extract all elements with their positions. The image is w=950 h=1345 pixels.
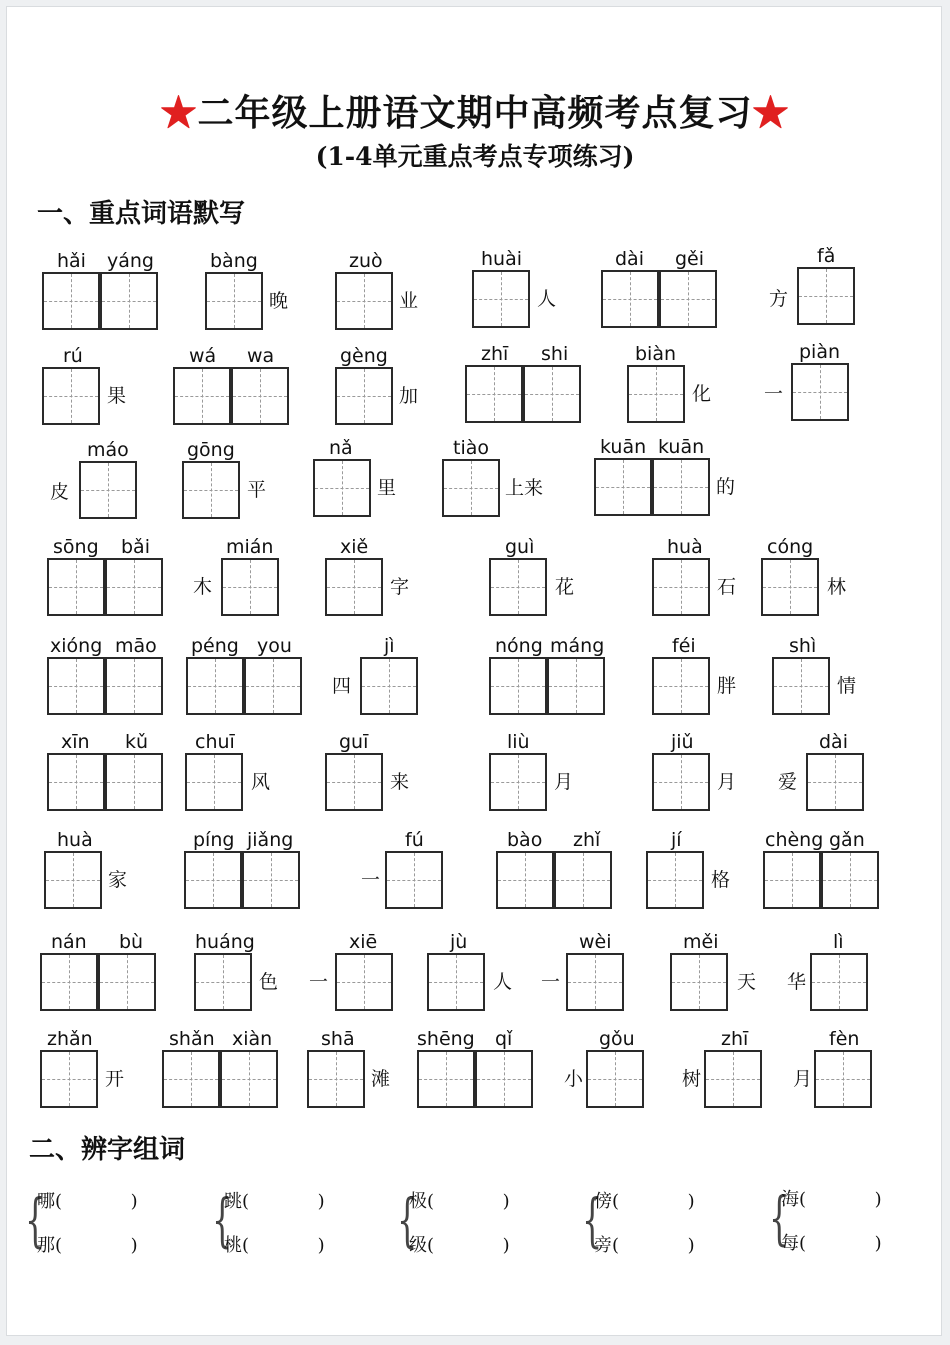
- writing-box[interactable]: [566, 953, 624, 1011]
- given-character: 月: [554, 771, 574, 793]
- pair-line-top[interactable]: 海( ): [781, 1189, 882, 1210]
- writing-box[interactable]: [205, 272, 263, 330]
- pair-line-bottom[interactable]: 级( ): [409, 1235, 510, 1256]
- writing-box[interactable]: [385, 851, 443, 909]
- given-character: 一: [309, 971, 329, 993]
- pinyin-label: kuān: [600, 436, 647, 458]
- writing-box[interactable]: [646, 851, 704, 909]
- pinyin-label: gěi: [675, 248, 705, 270]
- writing-box[interactable]: [554, 851, 612, 909]
- pinyin-label: zhī: [721, 1028, 749, 1050]
- given-character: 人: [537, 288, 557, 310]
- pinyin-label: wèi: [579, 931, 612, 953]
- writing-box[interactable]: [523, 365, 581, 423]
- writing-box[interactable]: [472, 270, 530, 328]
- pinyin-label: xióng: [50, 635, 103, 657]
- character-pair-group: [397, 1187, 547, 1267]
- page-subtitle: (1-4单元重点考点专项练习): [315, 142, 635, 171]
- character-pair-group: [25, 1187, 175, 1267]
- writing-box[interactable]: [791, 363, 849, 421]
- given-character: 果: [107, 385, 127, 407]
- section-heading-distinguish: 二、辨字组词: [29, 1135, 186, 1165]
- pinyin-label: guì: [505, 536, 535, 558]
- writing-box[interactable]: [335, 953, 393, 1011]
- given-character: 滩: [371, 1068, 391, 1090]
- writing-box[interactable]: [335, 367, 393, 425]
- writing-box[interactable]: [335, 272, 393, 330]
- pinyin-label: shì: [789, 635, 817, 657]
- given-character: 字: [390, 576, 410, 598]
- writing-box[interactable]: [307, 1050, 365, 1108]
- writing-box[interactable]: [40, 1050, 98, 1108]
- pinyin-label: gōng: [187, 439, 235, 461]
- pinyin-label: qǐ: [495, 1028, 513, 1050]
- given-character: 人: [493, 971, 513, 993]
- pinyin-label: máng: [550, 635, 605, 657]
- pinyin-label: huáng: [195, 931, 255, 953]
- given-character: 加: [399, 385, 419, 407]
- pinyin-label: xiē: [349, 931, 378, 953]
- writing-box[interactable]: [627, 365, 685, 423]
- pair-line-top[interactable]: 哪( ): [37, 1191, 138, 1212]
- pinyin-label: fèn: [829, 1028, 860, 1050]
- pair-line-bottom[interactable]: 每( ): [781, 1233, 882, 1254]
- page-title: [7, 85, 943, 136]
- pinyin-label: gǒu: [599, 1028, 635, 1050]
- given-character: 一: [541, 971, 561, 993]
- brace-icon: {: [769, 1184, 790, 1252]
- character-pair-group: [582, 1187, 732, 1267]
- pinyin-label: chuī: [195, 731, 235, 753]
- pinyin-label: zhī: [481, 343, 509, 365]
- brace-icon: {: [212, 1186, 233, 1254]
- brace-icon: {: [582, 1186, 603, 1254]
- pinyin-label: māo: [115, 635, 157, 657]
- given-character: 胖: [717, 675, 737, 697]
- pinyin-label: féi: [672, 635, 696, 657]
- writing-box[interactable]: [659, 270, 717, 328]
- pinyin-label: huài: [481, 248, 523, 270]
- pinyin-label: rú: [63, 345, 83, 367]
- given-character: 华: [787, 971, 807, 993]
- writing-box[interactable]: [586, 1050, 644, 1108]
- pair-line-bottom[interactable]: 那( ): [37, 1235, 138, 1256]
- pair-line-bottom[interactable]: 旁( ): [594, 1235, 695, 1256]
- writing-box[interactable]: [173, 367, 231, 425]
- given-character: 一: [361, 869, 381, 891]
- given-character: 月: [793, 1068, 813, 1090]
- pinyin-label: sōng: [53, 536, 99, 558]
- brace-icon: {: [397, 1186, 418, 1254]
- given-character: 月: [717, 771, 737, 793]
- writing-box[interactable]: [652, 753, 710, 811]
- given-character: 平: [247, 479, 267, 501]
- given-character: 爱: [778, 771, 798, 793]
- pinyin-label: tiào: [453, 437, 489, 459]
- section-heading-vocabulary: 一、重点词语默写: [37, 199, 246, 229]
- pinyin-label: zuò: [349, 250, 383, 272]
- writing-box[interactable]: [761, 558, 819, 616]
- writing-box[interactable]: [162, 1050, 220, 1108]
- writing-box[interactable]: [427, 953, 485, 1011]
- given-character: 皮: [50, 481, 70, 503]
- given-character: 林: [827, 576, 847, 598]
- pinyin-label: mián: [226, 536, 274, 558]
- given-character: 四: [332, 675, 352, 697]
- pair-line-top[interactable]: 傍( ): [594, 1191, 695, 1212]
- pinyin-label: nán: [51, 931, 87, 953]
- pinyin-label: wá: [189, 345, 217, 367]
- writing-box[interactable]: [244, 657, 302, 715]
- title-text: 二年级上册语文期中高频考点复习: [197, 92, 753, 134]
- writing-box[interactable]: [810, 953, 868, 1011]
- pinyin-label: zhǎn: [47, 1028, 93, 1050]
- given-character: 开: [105, 1068, 125, 1090]
- pinyin-label: hǎi: [57, 250, 86, 272]
- pinyin-label: liù: [507, 731, 530, 753]
- writing-box[interactable]: [231, 367, 289, 425]
- writing-box[interactable]: [42, 272, 100, 330]
- writing-box[interactable]: [42, 367, 100, 425]
- pinyin-label: shi: [541, 343, 569, 365]
- given-character: 天: [737, 971, 757, 993]
- writing-box[interactable]: [496, 851, 554, 909]
- writing-box[interactable]: [547, 657, 605, 715]
- writing-box[interactable]: [360, 657, 418, 715]
- writing-box[interactable]: [489, 558, 547, 616]
- pinyin-label: chèng: [765, 829, 824, 851]
- given-character: 花: [555, 576, 575, 598]
- writing-box[interactable]: [47, 657, 105, 715]
- writing-box[interactable]: [105, 657, 163, 715]
- writing-box[interactable]: [44, 851, 102, 909]
- writing-box[interactable]: [194, 953, 252, 1011]
- pinyin-label: jì: [384, 635, 395, 657]
- given-character: 家: [108, 869, 128, 891]
- pinyin-label: you: [257, 635, 292, 657]
- pinyin-label: huà: [667, 536, 703, 558]
- pinyin-label: cóng: [767, 536, 814, 558]
- pinyin-label: huà: [57, 829, 93, 851]
- writing-box[interactable]: [594, 458, 652, 516]
- writing-box[interactable]: [98, 953, 156, 1011]
- pinyin-label: bào: [507, 829, 543, 851]
- pinyin-label: nóng: [495, 635, 543, 657]
- pinyin-label: shā: [321, 1028, 355, 1050]
- pinyin-label: bǎi: [121, 536, 150, 558]
- given-character: 格: [711, 869, 731, 891]
- brace-icon: {: [25, 1186, 46, 1254]
- given-character: 的: [716, 476, 736, 498]
- given-character: 树: [682, 1068, 702, 1090]
- writing-box[interactable]: [442, 459, 500, 517]
- pair-line-top[interactable]: 极( ): [409, 1191, 510, 1212]
- writing-box[interactable]: [100, 272, 158, 330]
- writing-box[interactable]: [325, 558, 383, 616]
- pinyin-label: dài: [615, 248, 644, 270]
- writing-box[interactable]: [40, 953, 98, 1011]
- writing-box[interactable]: [313, 459, 371, 517]
- pinyin-label: píng: [193, 829, 235, 851]
- writing-box[interactable]: [185, 753, 243, 811]
- writing-box[interactable]: [221, 558, 279, 616]
- writing-box[interactable]: [186, 657, 244, 715]
- pinyin-label: péng: [191, 635, 239, 657]
- writing-box[interactable]: [184, 851, 242, 909]
- pinyin-label: jiǔ: [671, 731, 694, 753]
- pinyin-label: wa: [247, 345, 275, 367]
- pinyin-label: lì: [833, 931, 844, 953]
- worksheet-page: [6, 6, 942, 1336]
- pinyin-label: bàng: [210, 250, 258, 272]
- writing-box[interactable]: [814, 1050, 872, 1108]
- pinyin-label: xīn: [61, 731, 90, 753]
- writing-box[interactable]: [806, 753, 864, 811]
- pinyin-label: shēng: [417, 1028, 475, 1050]
- writing-box[interactable]: [772, 657, 830, 715]
- writing-box[interactable]: [105, 558, 163, 616]
- writing-box[interactable]: [47, 753, 105, 811]
- pinyin-label: kuān: [658, 436, 705, 458]
- writing-box[interactable]: [821, 851, 879, 909]
- given-character: 上来: [505, 477, 544, 499]
- given-character: 风: [251, 771, 271, 793]
- writing-box[interactable]: [652, 657, 710, 715]
- writing-box[interactable]: [601, 270, 659, 328]
- writing-box[interactable]: [704, 1050, 762, 1108]
- given-character: 来: [390, 771, 410, 793]
- writing-box[interactable]: [220, 1050, 278, 1108]
- given-character: 色: [259, 971, 279, 993]
- pinyin-label: guī: [339, 731, 369, 753]
- given-character: 石: [717, 576, 737, 598]
- writing-box[interactable]: [417, 1050, 475, 1108]
- given-character: 一: [764, 383, 784, 405]
- writing-box[interactable]: [652, 558, 710, 616]
- given-character: 小: [564, 1068, 584, 1090]
- pinyin-label: dài: [819, 731, 848, 753]
- given-character: 业: [399, 290, 419, 312]
- writing-box[interactable]: [182, 461, 240, 519]
- pinyin-label: biàn: [635, 343, 677, 365]
- writing-box[interactable]: [652, 458, 710, 516]
- pinyin-label: jí: [671, 829, 682, 851]
- pinyin-label: bù: [119, 931, 144, 953]
- pinyin-label: xiàn: [232, 1028, 273, 1050]
- pinyin-label: nǎ: [329, 437, 353, 459]
- writing-box[interactable]: [489, 657, 547, 715]
- pinyin-label: xiě: [340, 536, 369, 558]
- red-star-icon: ★: [160, 92, 198, 134]
- pinyin-label: fǎ: [817, 245, 836, 267]
- pair-line-top[interactable]: 跳( ): [224, 1191, 325, 1212]
- pinyin-label: shǎn: [169, 1028, 215, 1050]
- writing-box[interactable]: [763, 851, 821, 909]
- pinyin-label: měi: [683, 931, 719, 953]
- pinyin-label: gǎn: [829, 829, 865, 851]
- writing-box[interactable]: [489, 753, 547, 811]
- writing-box[interactable]: [79, 461, 137, 519]
- character-pair-group: [769, 1185, 919, 1265]
- writing-box[interactable]: [670, 953, 728, 1011]
- writing-box[interactable]: [475, 1050, 533, 1108]
- pinyin-label: máo: [87, 439, 129, 461]
- pinyin-label: gèng: [340, 345, 388, 367]
- writing-box[interactable]: [797, 267, 855, 325]
- pair-line-bottom[interactable]: 桃( ): [224, 1235, 325, 1256]
- writing-box[interactable]: [105, 753, 163, 811]
- given-character: 方: [769, 288, 789, 310]
- pinyin-label: zhǐ: [573, 829, 601, 851]
- pinyin-label: kǔ: [125, 731, 149, 753]
- red-star-icon: ★: [752, 92, 790, 134]
- given-character: 里: [377, 477, 397, 499]
- pinyin-label: jiǎng: [247, 829, 294, 851]
- pinyin-label: yáng: [107, 250, 154, 272]
- character-pair-group: [212, 1187, 362, 1267]
- pinyin-label: piàn: [799, 341, 841, 363]
- pinyin-label: jù: [450, 931, 468, 953]
- pinyin-label: fú: [405, 829, 424, 851]
- given-character: 木: [193, 576, 213, 598]
- writing-box[interactable]: [47, 558, 105, 616]
- given-character: 化: [692, 383, 712, 405]
- given-character: 情: [837, 675, 857, 697]
- given-character: 晚: [269, 290, 289, 312]
- writing-box[interactable]: [325, 753, 383, 811]
- writing-box[interactable]: [242, 851, 300, 909]
- writing-box[interactable]: [465, 365, 523, 423]
